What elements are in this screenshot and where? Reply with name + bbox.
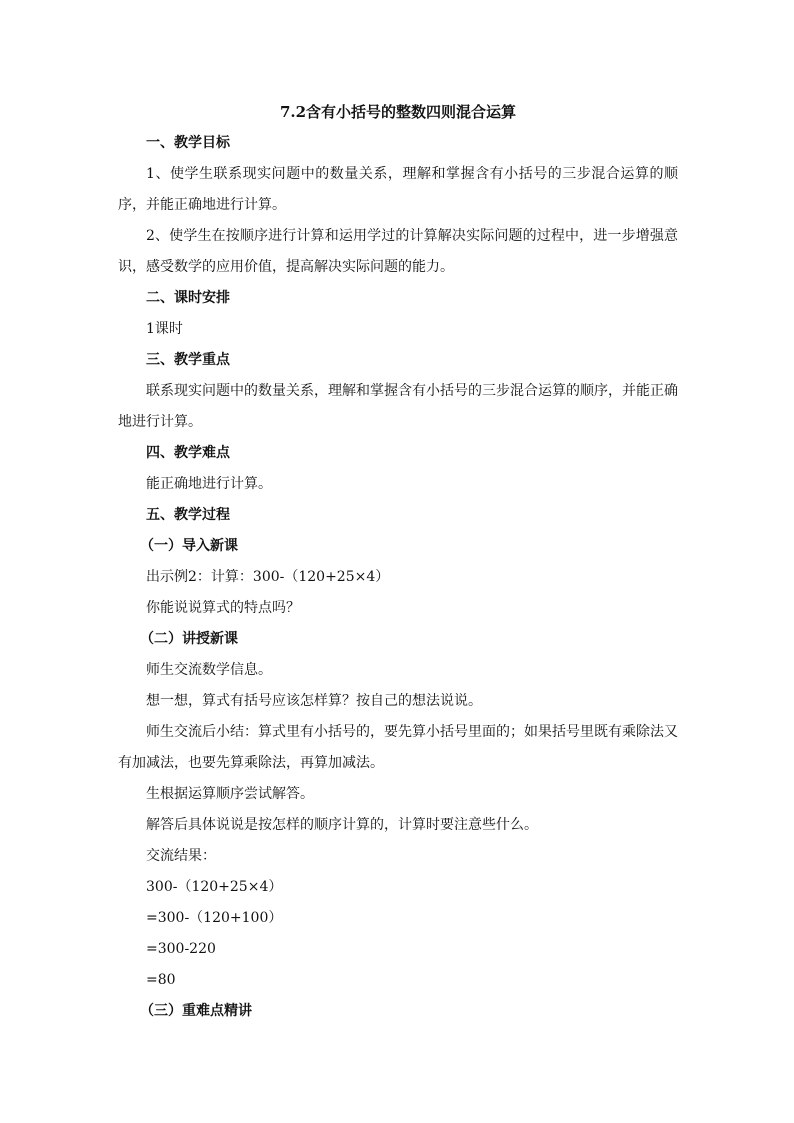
teaching-line-2: 想一想，算式有括号应该怎样算？按自己的想法说说。 [146, 693, 482, 709]
teaching-line-5: 解答后具体说说是按怎样的顺序计算的，计算时要注意些什么。 [146, 817, 538, 833]
teaching-summary: 师生交流后小结：算式里有小括号的，要先算小括号里面的；如果括号里既有乘除法又有加减法，也要先算乘除法，再算加减法。 [118, 724, 678, 771]
document-body [118, 98, 678, 1027]
goal-paragraph-1: 1、使学生联系现实问题中的数量关系，理解和掌握含有小括号的三步混合运算的顺序，并能正确地进行计算。 [118, 166, 678, 213]
calc-step-1: 300-（120+25×4） [146, 879, 283, 895]
calc-step-3: =300-220 [146, 941, 216, 957]
goal-paragraph-2: 2、使学生在按顺序进行计算和运用学过的计算解决实际问题的过程中，进一步增强意识，感受数学的应用价值，提高解决实际问题的能力。 [118, 228, 678, 275]
section-heading-difficulties: 四、教学难点 [146, 445, 230, 461]
section-heading-process: 五、教学过程 [146, 507, 230, 523]
teaching-line-6: 交流结果： [146, 848, 216, 864]
schedule-text: 1课时 [146, 321, 183, 337]
calc-step-4: =80 [146, 972, 176, 988]
intro-line-2: 你能说说算式的特点吗？ [146, 600, 300, 616]
teaching-line-4: 生根据运算顺序尝试解答。 [146, 786, 314, 802]
intro-line-1: 出示例2：计算：300-（120+25×4） [146, 569, 390, 585]
subsection-heading-teaching: （二）讲授新课 [140, 631, 238, 647]
subsection-heading-focus: （三）重难点精讲 [140, 1003, 252, 1019]
subsection-heading-intro: （一）导入新课 [140, 538, 238, 554]
teaching-line-1: 师生交流数学信息。 [146, 662, 272, 678]
section-heading-goals: 一、教学目标 [146, 135, 230, 151]
section-heading-schedule: 二、课时安排 [146, 290, 230, 306]
key-points-text: 联系现实问题中的数量关系，理解和掌握含有小括号的三步混合运算的顺序，并能正确地进行计算。 [118, 383, 678, 430]
difficulties-text: 能正确地进行计算。 [146, 476, 272, 492]
calc-step-2: =300-（120+100） [146, 910, 283, 926]
section-heading-key-points: 三、教学重点 [146, 352, 230, 368]
page-title: 7.2含有小括号的整数四则混合运算 [279, 103, 517, 121]
